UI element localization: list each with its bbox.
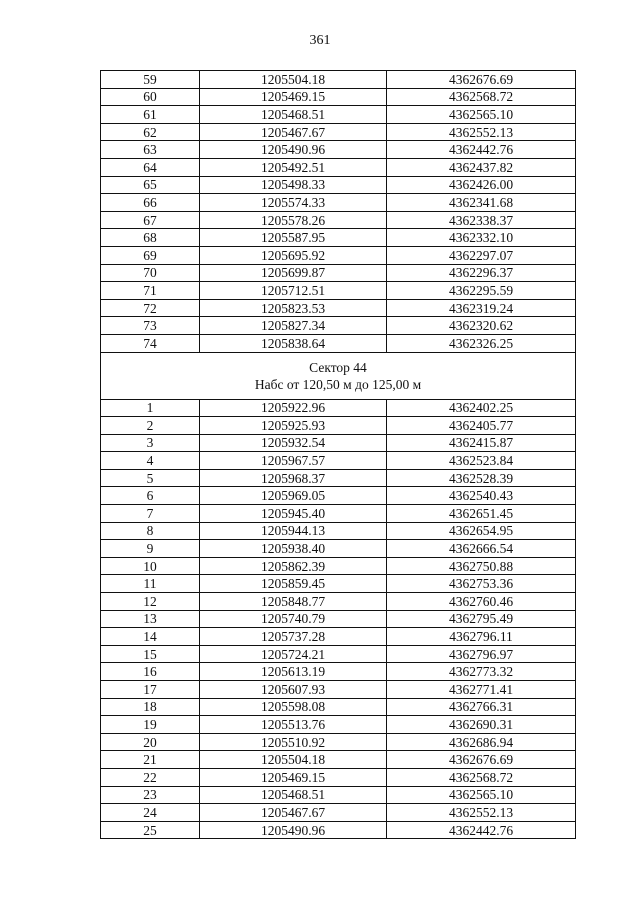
table-row [101, 716, 576, 734]
table-row [101, 452, 576, 470]
y-coordinate-cell: 4362442.76 [387, 141, 576, 159]
table-row [101, 593, 576, 611]
table-row [101, 540, 576, 558]
x-coordinate-cell: 1205859.45 [200, 575, 387, 593]
y-coordinate-cell: 4362771.41 [387, 681, 576, 699]
rows-before-group [101, 71, 576, 353]
point-number-cell: 7 [101, 505, 200, 523]
y-coordinate-cell: 4362654.95 [387, 522, 576, 540]
y-coordinate-cell: 4362565.10 [387, 106, 576, 124]
x-coordinate-cell: 1205724.21 [200, 645, 387, 663]
x-coordinate-cell: 1205513.76 [200, 716, 387, 734]
y-coordinate-cell: 4362332.10 [387, 229, 576, 247]
y-coordinate-cell: 4362523.84 [387, 452, 576, 470]
point-number-cell: 4 [101, 452, 200, 470]
point-number-cell: 22 [101, 768, 200, 786]
x-coordinate-cell: 1205490.96 [200, 821, 387, 839]
y-coordinate-cell: 4362676.69 [387, 71, 576, 89]
point-number-cell: 1 [101, 399, 200, 417]
table-row [101, 469, 576, 487]
point-number-cell: 62 [101, 123, 200, 141]
x-coordinate-cell: 1205968.37 [200, 469, 387, 487]
x-coordinate-cell: 1205598.08 [200, 698, 387, 716]
y-coordinate-cell: 4362565.10 [387, 786, 576, 804]
table-row [101, 123, 576, 141]
y-coordinate-cell: 4362442.76 [387, 821, 576, 839]
table-row [101, 229, 576, 247]
point-number-cell: 72 [101, 299, 200, 317]
point-number-cell: 59 [101, 71, 200, 89]
table-row [101, 768, 576, 786]
table-row [101, 733, 576, 751]
x-coordinate-cell: 1205468.51 [200, 786, 387, 804]
y-coordinate-cell: 4362528.39 [387, 469, 576, 487]
table-row [101, 645, 576, 663]
y-coordinate-cell: 4362326.25 [387, 334, 576, 352]
y-coordinate-cell: 4362753.36 [387, 575, 576, 593]
point-number-cell: 63 [101, 141, 200, 159]
x-coordinate-cell: 1205945.40 [200, 505, 387, 523]
point-number-cell: 70 [101, 264, 200, 282]
y-coordinate-cell: 4362297.07 [387, 246, 576, 264]
y-coordinate-cell: 4362568.72 [387, 768, 576, 786]
table-row [101, 417, 576, 435]
point-number-cell: 61 [101, 106, 200, 124]
point-number-cell: 65 [101, 176, 200, 194]
y-coordinate-cell: 4362568.72 [387, 88, 576, 106]
page-number: 361 [309, 33, 331, 48]
x-coordinate-cell: 1205498.33 [200, 176, 387, 194]
x-coordinate-cell: 1205932.54 [200, 434, 387, 452]
y-coordinate-cell: 4362320.62 [387, 317, 576, 335]
table-row [101, 681, 576, 699]
table-row [101, 434, 576, 452]
point-number-cell: 2 [101, 417, 200, 435]
sector-header-row [101, 352, 576, 399]
point-number-cell: 73 [101, 317, 200, 335]
y-coordinate-cell: 4362750.88 [387, 557, 576, 575]
x-coordinate-cell: 1205578.26 [200, 211, 387, 229]
coordinates-table [100, 70, 576, 839]
table-row [101, 505, 576, 523]
table-row [101, 299, 576, 317]
table-row [101, 264, 576, 282]
x-coordinate-cell: 1205712.51 [200, 282, 387, 300]
table-row [101, 334, 576, 352]
point-number-cell: 10 [101, 557, 200, 575]
x-coordinate-cell: 1205967.57 [200, 452, 387, 470]
point-number-cell: 17 [101, 681, 200, 699]
table-row [101, 628, 576, 646]
sector-subtitle: Набс от 120,50 м до 125,00 м [254, 376, 422, 392]
x-coordinate-cell: 1205740.79 [200, 610, 387, 628]
table-row [101, 610, 576, 628]
x-coordinate-cell: 1205862.39 [200, 557, 387, 575]
table-row [101, 211, 576, 229]
x-coordinate-cell: 1205944.13 [200, 522, 387, 540]
point-number-cell: 8 [101, 522, 200, 540]
point-number-cell: 74 [101, 334, 200, 352]
point-number-cell: 18 [101, 698, 200, 716]
y-coordinate-cell: 4362552.13 [387, 123, 576, 141]
point-number-cell: 13 [101, 610, 200, 628]
point-number-cell: 20 [101, 733, 200, 751]
point-number-cell: 16 [101, 663, 200, 681]
point-number-cell: 67 [101, 211, 200, 229]
point-number-cell: 14 [101, 628, 200, 646]
y-coordinate-cell: 4362766.31 [387, 698, 576, 716]
x-coordinate-cell: 1205969.05 [200, 487, 387, 505]
x-coordinate-cell: 1205737.28 [200, 628, 387, 646]
y-coordinate-cell: 4362437.82 [387, 158, 576, 176]
point-number-cell: 64 [101, 158, 200, 176]
point-number-cell: 6 [101, 487, 200, 505]
point-number-cell: 5 [101, 469, 200, 487]
point-number-cell: 21 [101, 751, 200, 769]
x-coordinate-cell: 1205607.93 [200, 681, 387, 699]
point-number-cell: 15 [101, 645, 200, 663]
sector-header-group [101, 352, 576, 399]
x-coordinate-cell: 1205467.67 [200, 123, 387, 141]
point-number-cell: 25 [101, 821, 200, 839]
y-coordinate-cell: 4362426.00 [387, 176, 576, 194]
y-coordinate-cell: 4362341.68 [387, 194, 576, 212]
x-coordinate-cell: 1205469.15 [200, 88, 387, 106]
table-row [101, 71, 576, 89]
y-coordinate-cell: 4362552.13 [387, 804, 576, 822]
table-row [101, 246, 576, 264]
table-row [101, 751, 576, 769]
y-coordinate-cell: 4362666.54 [387, 540, 576, 558]
y-coordinate-cell: 4362773.32 [387, 663, 576, 681]
point-number-cell: 68 [101, 229, 200, 247]
table-row [101, 821, 576, 839]
point-number-cell: 71 [101, 282, 200, 300]
point-number-cell: 23 [101, 786, 200, 804]
table-row [101, 557, 576, 575]
table-row [101, 194, 576, 212]
rows-after-group [101, 399, 576, 839]
y-coordinate-cell: 4362760.46 [387, 593, 576, 611]
table-row [101, 698, 576, 716]
x-coordinate-cell: 1205504.18 [200, 71, 387, 89]
y-coordinate-cell: 4362296.37 [387, 264, 576, 282]
point-number-cell: 12 [101, 593, 200, 611]
x-coordinate-cell: 1205467.67 [200, 804, 387, 822]
y-coordinate-cell: 4362686.94 [387, 733, 576, 751]
table-row [101, 786, 576, 804]
x-coordinate-cell: 1205838.64 [200, 334, 387, 352]
y-coordinate-cell: 4362796.11 [387, 628, 576, 646]
point-number-cell: 24 [101, 804, 200, 822]
y-coordinate-cell: 4362676.69 [387, 751, 576, 769]
x-coordinate-cell: 1205468.51 [200, 106, 387, 124]
y-coordinate-cell: 4362402.25 [387, 399, 576, 417]
table-row [101, 487, 576, 505]
x-coordinate-cell: 1205938.40 [200, 540, 387, 558]
y-coordinate-cell: 4362319.24 [387, 299, 576, 317]
y-coordinate-cell: 4362796.97 [387, 645, 576, 663]
table-row [101, 88, 576, 106]
table-row [101, 575, 576, 593]
table-row [101, 106, 576, 124]
x-coordinate-cell: 1205469.15 [200, 768, 387, 786]
table-row [101, 804, 576, 822]
x-coordinate-cell: 1205827.34 [200, 317, 387, 335]
y-coordinate-cell: 4362540.43 [387, 487, 576, 505]
table-row [101, 663, 576, 681]
point-number-cell: 11 [101, 575, 200, 593]
x-coordinate-cell: 1205699.87 [200, 264, 387, 282]
x-coordinate-cell: 1205823.53 [200, 299, 387, 317]
x-coordinate-cell: 1205504.18 [200, 751, 387, 769]
point-number-cell: 69 [101, 246, 200, 264]
point-number-cell: 3 [101, 434, 200, 452]
y-coordinate-cell: 4362795.49 [387, 610, 576, 628]
x-coordinate-cell: 1205922.96 [200, 399, 387, 417]
sector-header-cell [101, 352, 576, 399]
point-number-cell: 19 [101, 716, 200, 734]
sector-title: Сектор 44 [309, 359, 367, 375]
table-row [101, 141, 576, 159]
y-coordinate-cell: 4362338.37 [387, 211, 576, 229]
table-row [101, 158, 576, 176]
x-coordinate-cell: 1205490.96 [200, 141, 387, 159]
y-coordinate-cell: 4362651.45 [387, 505, 576, 523]
table-row [101, 176, 576, 194]
table-row [101, 282, 576, 300]
table-row [101, 399, 576, 417]
y-coordinate-cell: 4362690.31 [387, 716, 576, 734]
y-coordinate-cell: 4362405.77 [387, 417, 576, 435]
x-coordinate-cell: 1205492.51 [200, 158, 387, 176]
y-coordinate-cell: 4362295.59 [387, 282, 576, 300]
x-coordinate-cell: 1205695.92 [200, 246, 387, 264]
point-number-cell: 60 [101, 88, 200, 106]
x-coordinate-cell: 1205587.95 [200, 229, 387, 247]
x-coordinate-cell: 1205613.19 [200, 663, 387, 681]
table-row [101, 522, 576, 540]
point-number-cell: 9 [101, 540, 200, 558]
table-row [101, 317, 576, 335]
x-coordinate-cell: 1205574.33 [200, 194, 387, 212]
point-number-cell: 66 [101, 194, 200, 212]
x-coordinate-cell: 1205510.92 [200, 733, 387, 751]
y-coordinate-cell: 4362415.87 [387, 434, 576, 452]
x-coordinate-cell: 1205848.77 [200, 593, 387, 611]
x-coordinate-cell: 1205925.93 [200, 417, 387, 435]
